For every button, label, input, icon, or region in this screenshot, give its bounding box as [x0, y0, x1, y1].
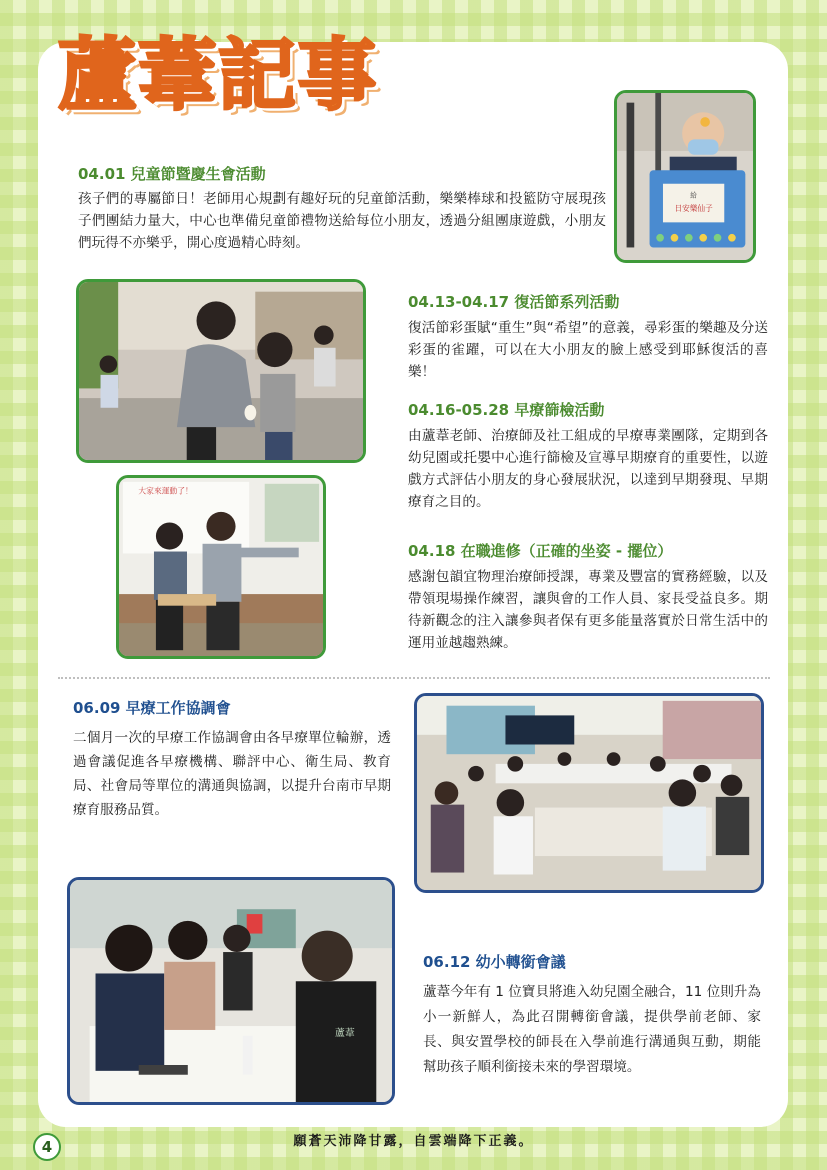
photo-transition-meeting — [67, 877, 395, 1105]
section-body-transition: 蘆葦今年有 1 位寶貝將進入幼兒園全融合，11 位則升為小一新鮮人，為此召開轉銜會議，提供學前老師、家長、與安置學校的師長在入學前進行溝通與互動，期能幫助孩子順利銜接未來的學習環境。 — [423, 984, 761, 1075]
gift-sign-line1: 給 — [690, 191, 697, 200]
section-divider — [58, 677, 770, 679]
section-title-coordination: 06.09 早療工作協調會 — [73, 699, 231, 717]
photo-easter-eggs — [76, 279, 366, 463]
section-body-coordination: 二個月一次的早療工作協調會由各早療單位輪辦，透過會議促進各早療機構、聯評中心、衛生局、教育局、社會局等單位的溝通與協調，以提升台南市早期療育服務品質。 — [73, 730, 391, 818]
staff-shirt-text: 蘆葦 — [335, 1027, 355, 1039]
section-title-training: 04.18 在職進修（正確的坐姿 - 擺位） — [408, 542, 673, 560]
section-title-transition: 06.12 幼小轉銜會議 — [423, 953, 566, 971]
section-title-childrens-day: 04.01 兒童節暨慶生會活動 — [78, 165, 266, 183]
section-title-screening: 04.16-05.28 早療篩檢活動 — [408, 401, 605, 419]
section-body-easter: 復活節彩蛋賦“重生”與“希望”的意義，尋彩蛋的樂趣及分送彩蛋的雀躍，可以在大小朋友的臉上感受到耶穌復活的喜樂！ — [408, 320, 768, 380]
photo-posture-training — [116, 475, 326, 659]
gift-sign-line2: 日安樂仙子 — [674, 203, 713, 213]
training-banner-text: 大家來運動了！ — [138, 486, 193, 496]
footer-verse: 願蒼天沛降甘露，自雲端降下正義。 — [293, 1134, 534, 1149]
page-title: 蘆葦記事 — [58, 31, 379, 121]
page-number: 4 — [33, 1133, 61, 1161]
section-body-childrens-day: 孩子們的專屬節日！老師用心規劃有趣好玩的兒童節活動，樂樂棒球和投籃防守展現孩子們團結力量大，中心也準備兒童節禮物送給每位小朋友，透過分組團康遊戲，小朋友們玩得不亦樂乎，開心度過精心時刻。 — [78, 191, 606, 251]
section-title-easter: 04.13-04.17 復活節系列活動 — [408, 293, 620, 311]
section-body-screening: 由蘆葦老師、治療師及社工組成的早療專業團隊，定期到各幼兒園或托嬰中心進行篩檢及宣導早期療育的重要性，以遊戲方式評估小朋友的身心發展狀況，以達到早期發現、早期療育之目的。 — [408, 428, 768, 510]
section-body-training: 感謝包韻宜物理治療師授課，專業及豐富的實務經驗，以及帶領現場操作練習，讓與會的工作人員、家長受益良多。期待新觀念的注入讓參與者保有更多能量落實於日常生活中的運用並越趨熟練。 — [408, 569, 768, 651]
photo-child-gift — [614, 90, 756, 263]
photo-coordination-meeting — [414, 693, 764, 893]
